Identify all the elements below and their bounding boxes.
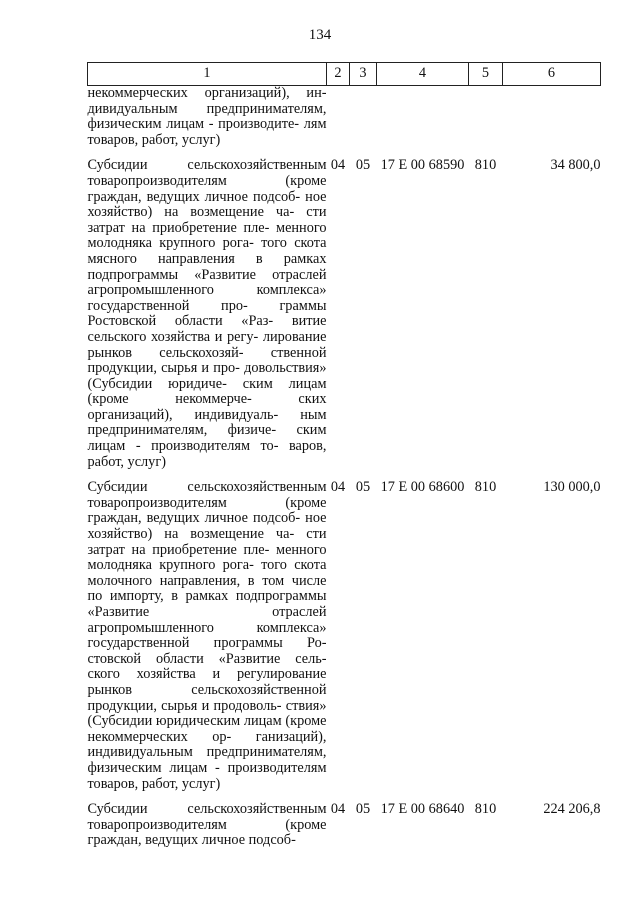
description-line: Субсидии сельскохозяйственным (87, 157, 327, 174)
description-line: товаропроизводителям (кроме (87, 816, 327, 833)
column-header-4: 4 (377, 63, 469, 86)
row-expense-type: 810 (474, 157, 497, 174)
description-line: рынков сельскохозяйственной (87, 681, 327, 698)
table-header-row (88, 63, 601, 86)
row-section-code: 04 (330, 801, 346, 818)
row-subsection-code: 05 (355, 801, 371, 818)
description-line: ским лицам - производителям то- (87, 422, 327, 455)
description-line: рамках подпрограммы «Развитие (87, 250, 327, 283)
row-amount: 130 000,0 (543, 479, 601, 496)
description-line: сти затрат на приобретение пле- (87, 526, 327, 558)
description-line: граждан, ведущих личное подсоб- (87, 510, 301, 527)
budget-table (87, 62, 601, 849)
column-header-5: 5 (469, 63, 503, 86)
description-line: отраслей агропромышленного (87, 266, 327, 299)
row-target-article: 17 Е 00 68640 (380, 801, 465, 818)
table-row (88, 802, 601, 849)
description-line: ганизаций), индивидуальным (87, 728, 327, 761)
description-line: ное хозяйство) на возмещение ча- (87, 510, 327, 543)
column-header-3: 3 (350, 63, 377, 86)
description-line: ских организаций), индивидуаль- (87, 391, 327, 423)
description-line: ского хозяйства и регулирование (87, 666, 327, 683)
description-line: витие сельского хозяйства и регу- (87, 313, 327, 345)
description-line: лирование рынков сельскохозяй- (87, 328, 327, 361)
description-line: лям товаров, работ, услуг) (87, 116, 327, 148)
description-line: граждан, ведущих личное подсоб- (87, 188, 301, 205)
description-line: стовской области «Развитие сель- (87, 650, 327, 667)
description-line: ским лицам (кроме некоммерче- (87, 375, 327, 408)
row-expense-type (469, 86, 503, 149)
description-line: работ, услуг) (141, 775, 221, 792)
row-target-article: 17 Е 00 68590 (380, 157, 465, 174)
description-line: товаропроизводителям (кроме (87, 494, 327, 511)
row-subsection-code (350, 86, 377, 149)
description-line: дивидуальным предпринимателям, (87, 100, 327, 117)
description-line: Субсидии сельскохозяйственным (87, 479, 327, 496)
description-line: агропромышленного комплекса» (87, 619, 327, 636)
row-target-article: 17 Е 00 68600 (380, 479, 465, 496)
description-line: предпринимателям, физическим (87, 744, 327, 776)
description-line: менного молодняка крупного рога- (87, 219, 327, 252)
description-line: физическим лицам - производите- (87, 116, 300, 133)
description-line: варов, работ, услуг) (87, 438, 327, 470)
row-section-code: 04 (330, 157, 346, 174)
row-description (88, 802, 327, 849)
description-line: товаропроизводителям (кроме (87, 172, 327, 189)
description-line: граммы Ростовской области «Раз- (87, 297, 327, 330)
column-header-6: 6 (503, 63, 601, 86)
description-line: продукции, сырья и продоволь- (87, 697, 282, 714)
row-description (88, 480, 327, 792)
row-amount: 34 800,0 (550, 157, 601, 174)
row-description (88, 158, 327, 470)
row-section-code: 04 (330, 479, 346, 496)
description-line: ственной продукции, сырья и про- (87, 344, 327, 377)
table-body (88, 86, 601, 849)
description-line: лицам (кроме некоммерческих ор- (87, 713, 327, 745)
description-line: менного молодняка крупного рога- (87, 541, 327, 574)
row-subsection-code: 05 (355, 479, 371, 496)
description-line: Субсидии сельскохозяйственным (87, 801, 327, 818)
description-line: лицам - производителям товаров, (87, 759, 327, 792)
column-header-2: 2 (327, 63, 350, 86)
row-amount: 224 206,8 (543, 801, 601, 818)
column-header-1: 1 (88, 63, 327, 86)
description-line: граждан, ведущих личное подсоб- (87, 832, 296, 849)
table-row (88, 158, 601, 470)
description-line: ное хозяйство) на возмещение ча- (87, 188, 327, 221)
description-line: того скота молочного направления, (87, 557, 327, 589)
description-line: государственной программы Ро- (87, 635, 327, 652)
description-line: ным предпринимателям, физиче- (87, 406, 327, 439)
description-line: довольствия» (Субсидии юридиче- (87, 360, 327, 392)
description-line: подпрограммы «Развитие отраслей (87, 588, 327, 620)
description-line: некоммерческих организаций), ин- (87, 85, 327, 101)
row-description (88, 86, 327, 149)
description-line: того скота мясного направления в (87, 235, 327, 267)
row-expense-type: 810 (474, 479, 497, 496)
page-number: 134 (308, 27, 332, 43)
table-row (88, 480, 601, 792)
table-row (88, 86, 601, 149)
row-section-code (327, 86, 350, 149)
description-line: сти затрат на приобретение пле- (87, 204, 327, 236)
row-subsection-code: 05 (355, 157, 371, 174)
row-expense-type: 810 (474, 801, 497, 818)
row-amount (503, 86, 601, 149)
description-line: комплекса» государственной про- (87, 282, 327, 314)
description-line: ствия» (Субсидии юридическим (87, 697, 327, 730)
row-target-article (377, 86, 469, 149)
description-line: в том числе по импорту, в рамках (87, 572, 327, 605)
